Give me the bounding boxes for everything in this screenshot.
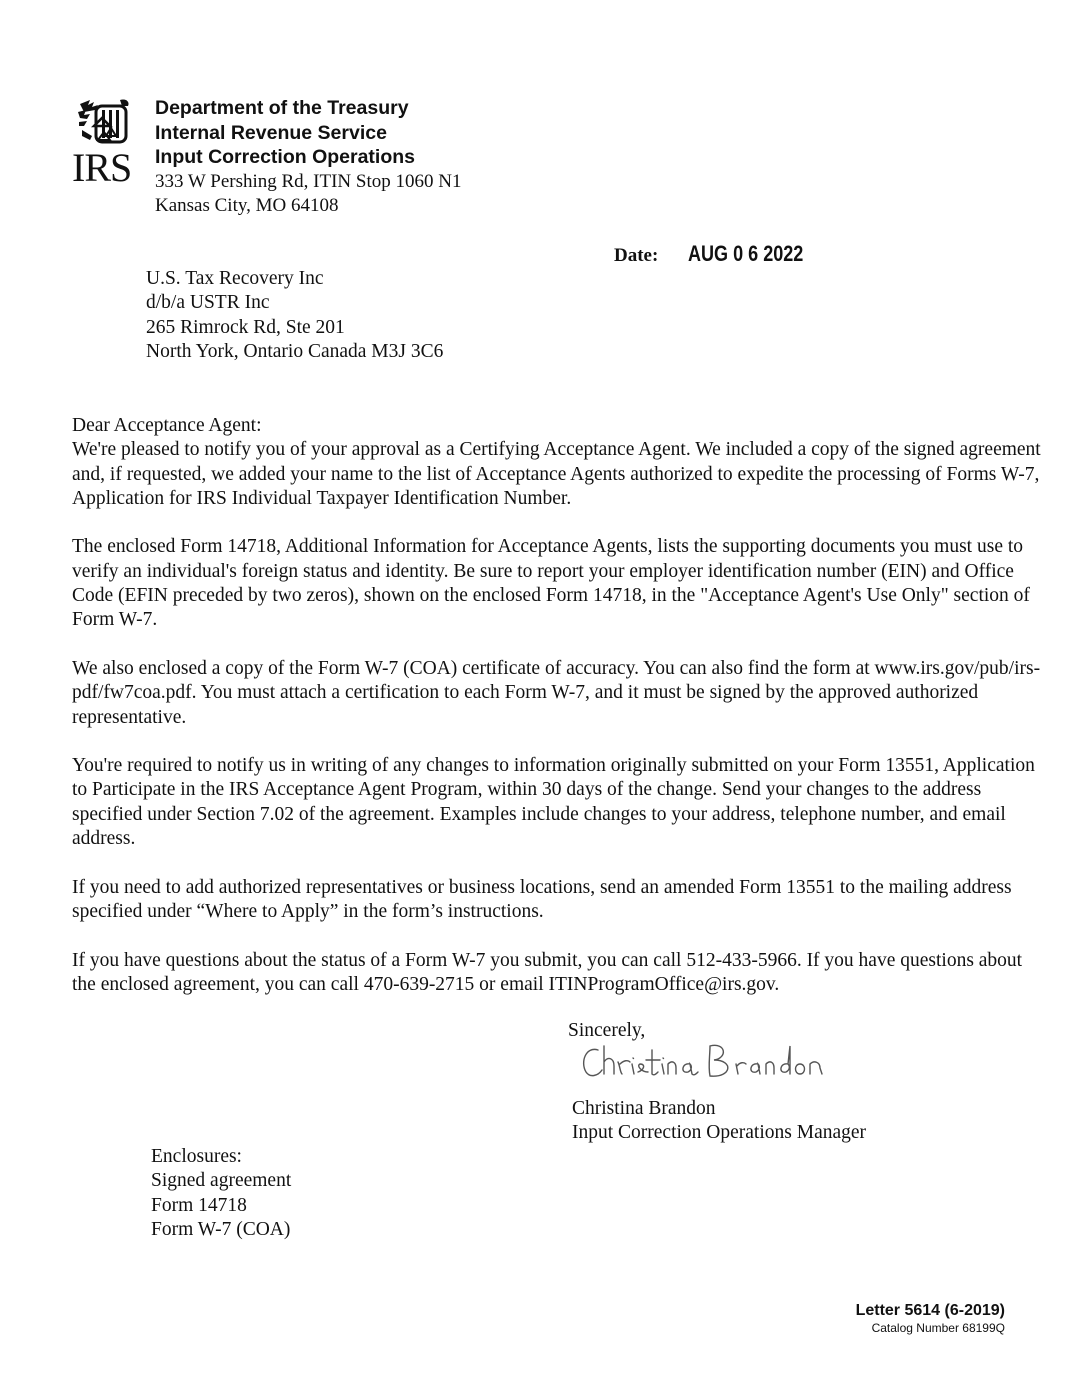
recipient-line3: 265 Rimrock Rd, Ste 201 [146,316,345,338]
date-stamp: AUG 0 6 2022 [688,241,804,266]
date-label: Date: [614,245,659,266]
date-row [614,241,829,267]
enclosures [151,1145,291,1242]
letter-body [72,414,1042,1021]
sender-address-line2: Kansas City, MO 64108 [155,195,339,216]
enclosure-item: Form 14718 [151,1194,247,1216]
signer-block [572,1097,866,1146]
closing: Sincerely, [568,1020,646,1041]
paragraph-notify-changes: You're required to notify us in writing of any changes to information originally submitted on your Form 13551, Application to Participate in the IRS Acceptance Agent Program, within 30 days of the change. Send your changes to the address specified under Section 7.02 of the agreement. Examples include changes to your address, telephone number, and email address. [72,755,1035,850]
signer-name: Christina Brandon [572,1098,716,1119]
paragraph-representatives: If you need to add authorized representatives or business locations, send an amended Form 13551 to the mailing address specified under “Where to Apply” in the form’s instructions. [72,876,1012,922]
catalog-number: Catalog Number 68199Q [871,1321,1005,1335]
recipient-line1: U.S. Tax Recovery Inc [146,268,324,289]
sender-address-line1: 333 W Pershing Rd, ITIN Stop 1060 N1 [155,170,462,192]
handwritten-signature [576,1036,836,1086]
enclosures-heading: Enclosures: [151,1146,242,1167]
recipient-line2: d/b/a USTR Inc [146,292,270,314]
footer [856,1301,1005,1336]
recipient-address [146,267,443,364]
paragraph-approval: We're pleased to notify you of your approval as a Certifying Acceptance Agent. We included a copy of the signed agreement and, if requested, we added your name to the list of Acceptance Agents authorized to expedite the processing of Forms W-7, Application for IRS Individual Taxpayer Identification Number. [72,439,1041,509]
recipient-line4: North York, Ontario Canada M3J 3C6 [146,340,444,362]
department-name: Department of the Treasury [155,97,409,119]
paragraph-questions: If you have questions about the status of a Form W-7 you submit, you can call 512-433-5966. If you have questions about the enclosed agreement, you can call 470-639-2715 or email ITINProgramOffice@irs.gov. [72,949,1023,995]
agency-name: Internal Revenue Service [155,121,387,144]
irs-eagle-icon [76,96,132,152]
enclosure-item: Form W-7 (COA) [151,1218,291,1240]
paragraph-form-14718: The enclosed Form 14718, Additional Information for Acceptance Agents, lists the supporting documents you must use to verify an individual's foreign status and identity. Be sure to report your employer identification number (EIN) and Office Code (EFIN preceded by two zeros), shown on the enclosed Form 14718, in the "Acceptance Agent's Use Only" section of Form W-7. [72,536,1030,631]
letterhead [155,96,461,219]
salutation: Dear Acceptance Agent: [72,415,262,436]
signer-title: Input Correction Operations Manager [572,1122,867,1144]
enclosure-item: Signed agreement [151,1170,292,1192]
office-name: Input Correction Operations [155,146,416,168]
paragraph-certificate: We also enclosed a copy of the Form W-7 (COA) certificate of accuracy. You can also find the form at www.irs.gov/pub/irs-pdf/fw7coa.pdf. You must attach a certification to each Form W-7, and it must be signed by the approved authorized representative. [72,657,1041,728]
irs-logo-text: IRS [72,145,132,190]
letter-number: Letter 5614 (6-2019) [855,1302,1005,1319]
irs-logo [72,96,134,192]
